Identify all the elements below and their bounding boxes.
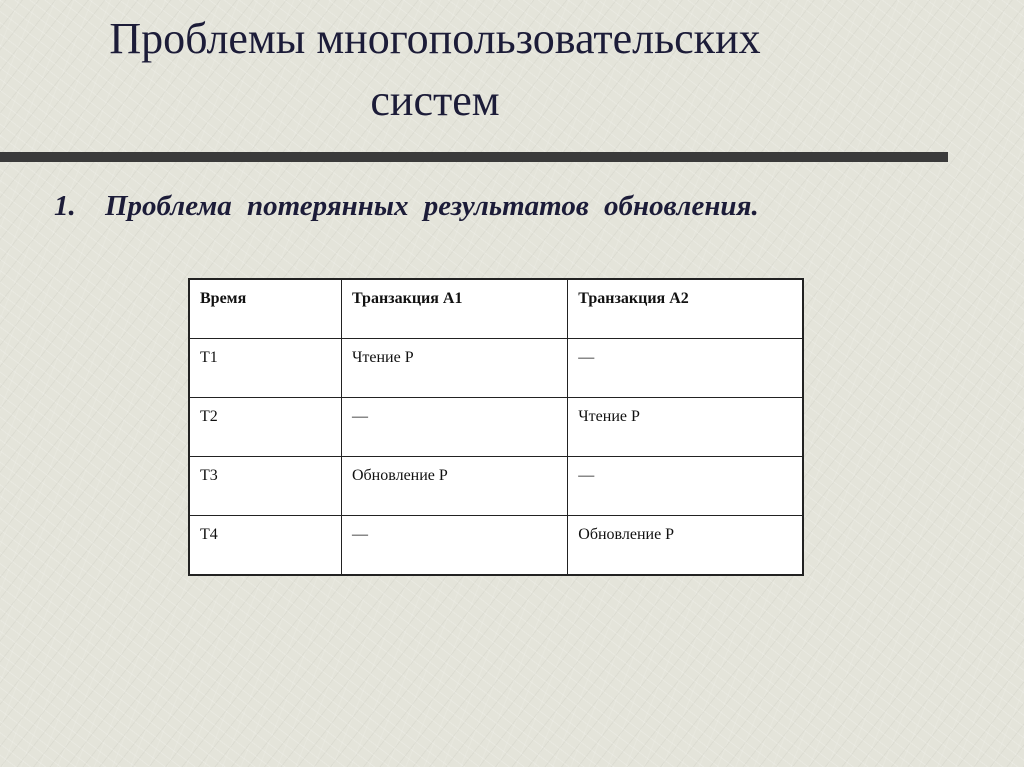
cell-a1: — (341, 398, 567, 457)
title-divider (0, 152, 948, 162)
cell-time: Т2 (189, 398, 341, 457)
section-heading (54, 190, 759, 223)
header-transaction-a2: Транзакция А2 (568, 279, 803, 339)
table-row (189, 339, 803, 398)
table-header-row (189, 279, 803, 339)
section-heading-text: Проблема потерянных результатов обновления. (105, 190, 759, 222)
section-number: 1. (54, 190, 76, 222)
cell-a1: — (341, 516, 567, 576)
header-transaction-a1: Транзакция А1 (341, 279, 567, 339)
cell-time: Т1 (189, 339, 341, 398)
table-row (189, 516, 803, 576)
cell-a1: Обновление Р (341, 457, 567, 516)
cell-time: Т3 (189, 457, 341, 516)
cell-a1: Чтение Р (341, 339, 567, 398)
header-time: Время (189, 279, 341, 339)
cell-a2: Чтение Р (568, 398, 803, 457)
cell-time: Т4 (189, 516, 341, 576)
table-row (189, 398, 803, 457)
cell-a2: — (568, 457, 803, 516)
cell-a2: — (568, 339, 803, 398)
cell-a2: Обновление Р (568, 516, 803, 576)
transactions-table (188, 278, 804, 576)
slide-title-line-2: систем (370, 76, 500, 125)
table-row (189, 457, 803, 516)
slide-title (0, 8, 870, 132)
slide-title-line-1: Проблемы многопользовательских (109, 14, 761, 63)
